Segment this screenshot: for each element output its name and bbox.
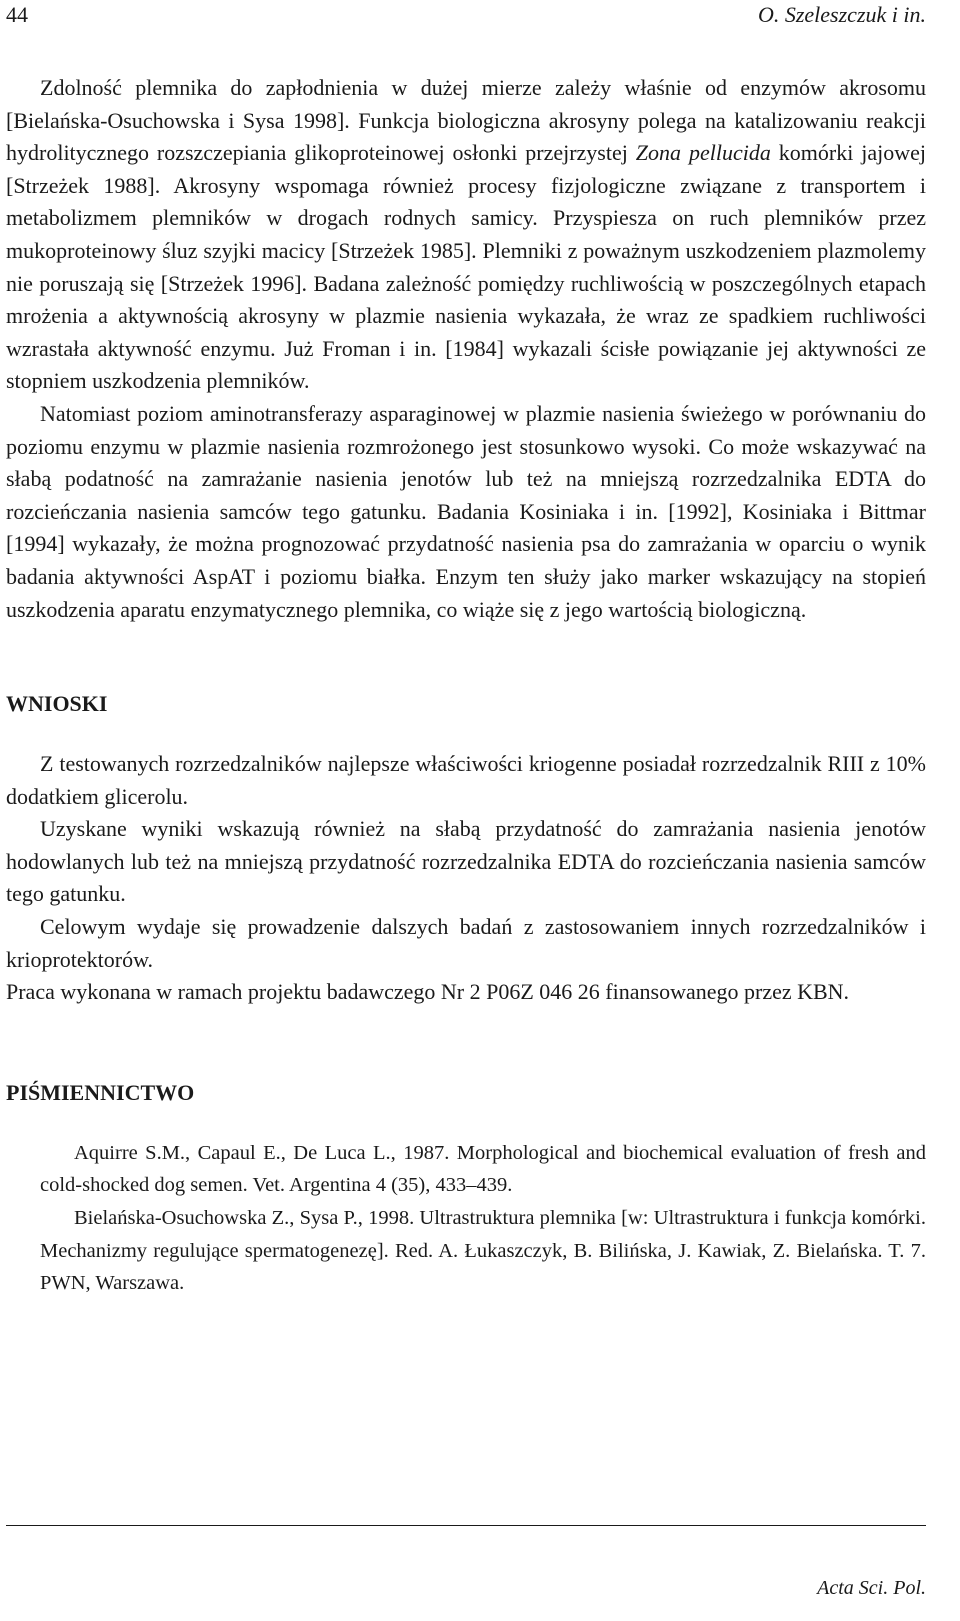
conclusion-item: Celowym wydaje się prowadzenie dalszych badań z zastosowaniem innych rozrzedzalników i krioprotektorów. bbox=[6, 914, 926, 972]
discussion-p1-text-a: Zdolność plemnika do zapłodnienia w dużej mierze zależy właśnie od enzymów akrosomu [Bielańska-Osuchowska i Sysa 1998]. Funkcja biologiczna akrosyny polega na katalizowaniu reakcji hydrolitycznego rozszczepiania glikoproteinowej osłonki przejrzystej bbox=[6, 75, 926, 166]
running-author: O. Szeleszczuk i in. bbox=[757, 2, 926, 27]
discussion-p1-text-b: komórki jajowej [Strzeżek 1988]. Akrosyny wspomaga również procesy fizjologiczne związane z transportem i metabolizmem plemników w drogach rodnych samicy. Przyspiesza on ruch plemników przez mukoproteinowy śluz szyjki macicy [Strzeżek 1985]. Plemniki z poważnym uszkodzeniem plazmolemy nie poruszają się [Strzeżek 1996]. Badana zależność pomiędzy ruchliwością w poszczególnych etapach mrożenia a aktywnością akrosyny w plazmie nasienia wykazała, że wraz ze spadkiem ruchliwości wzrastała aktywność enzymu. Już Froman i in. [1984] wykazali ścisłe powiązanie jej aktywności ze stopniem uszkodzenia plemników. bbox=[6, 140, 926, 394]
page bbox=[6, 0, 926, 1621]
conclusion-item: Uzyskane wyniki wskazują również na słabą przydatność do zamrażania nasienia jenotów hodowlanych lub też na mniejszą przydatność rozrzedzalnika EDTA do rozcieńczania nasienia samców tego gatunku. bbox=[6, 816, 926, 907]
funding-note: Praca wykonana w ramach projektu badawczego Nr 2 P06Z 046 26 finansowanego przez KBN. bbox=[6, 979, 850, 1005]
conclusion-item: Z testowanych rozrzedzalników najlepsze właściwości kriogenne posiadał rozrzedzalnik RIII z 10% dodatkiem glicerolu. bbox=[6, 751, 926, 809]
references-heading: PIŚMIENNICTWO bbox=[6, 1079, 195, 1105]
conclusions-heading: WNIOSKI bbox=[6, 691, 108, 717]
discussion-paragraph-2: Natomiast poziom aminotransferazy asparaginowej w plazmie nasienia świeżego w porównaniu do poziomu enzymu w plazmie nasienia rozmrożonego jest stosunkowo wysoki. Co może wskazywać na słabą podatność na zamrażanie nasienia jenotów lub też na mniejszą rozrzedzalnika EDTA do rozcieńczania nasienia samców tego gatunku. Badania Kosiniaka i in. [1992], Kosiniaka i Bittmar [1994] wykazały, że można prognozować przydatność nasienia psa do zamrażania w oparciu o wynik badania aktywności AspAT i poziomu białka. Enzym ten służy jako marker wskazujący na stopień uszkodzenia aparatu enzymatycznego plemnika, co wiąże się z jego wartością biologiczną. bbox=[6, 400, 926, 622]
discussion-paragraph-1 bbox=[6, 72, 926, 398]
reference-item: Aquirre S.M., Capaul E., De Luca L., 1987. Morphological and biochemical evaluation of fresh and cold-shocked dog semen. Vet. Argentina 4 (35), 433–439. bbox=[40, 1141, 926, 1197]
journal-name: Acta Sci. Pol. bbox=[817, 1577, 926, 1599]
reference-item: Bielańska-Osuchowska Z., Sysa P., 1998. Ultrastruktura plemnika [w: Ultrastruktura i funkcja komórki. Mechanizmy regulujące spermatogenezę]. Red. A. Łukaszczyk, B. Bilińska, J. Kawiak, Z. Bielańska. T. 7. PWN, Warszawa. bbox=[40, 1207, 926, 1295]
running-header bbox=[6, 0, 926, 30]
article-body bbox=[6, 72, 926, 1300]
footer-divider bbox=[6, 1525, 926, 1526]
page-number: 44 bbox=[6, 2, 28, 27]
discussion-p1-italic-term: Zona pellucida bbox=[635, 140, 771, 166]
